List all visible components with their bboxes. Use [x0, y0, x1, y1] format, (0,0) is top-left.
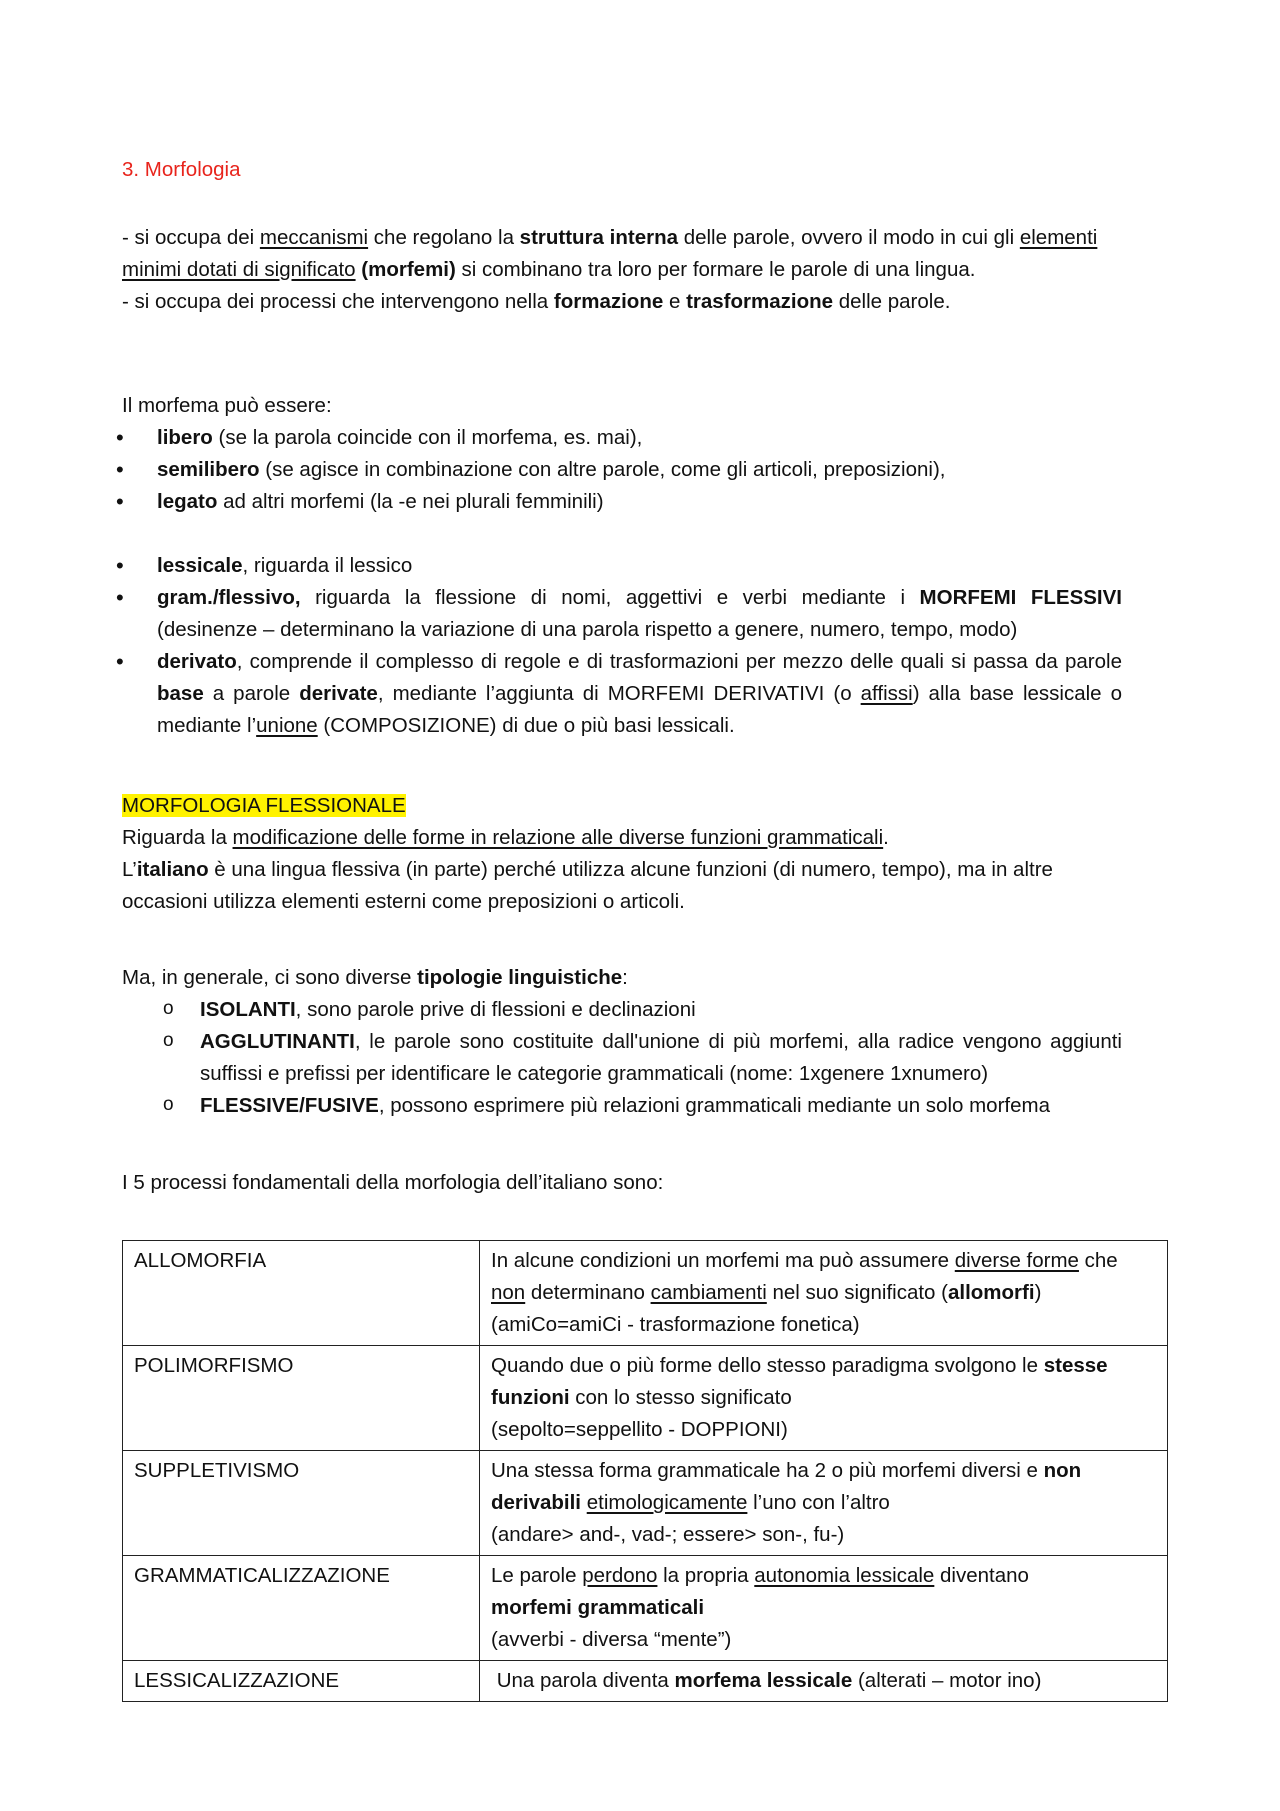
morfema-lead: Il morfema può essere: [122, 394, 332, 417]
processi-lead: I 5 processi fondamentali della morfologia dell’italiano sono: [122, 1171, 664, 1194]
process-description: Una parola diventa morfema lessicale (alterati – motor ino) [480, 1661, 1168, 1702]
processi-table [122, 1240, 1168, 1702]
list-item: o AGGLUTINANTI, le parole sono costituite dall'unione di più morfemi, alla radice vengono aggiunti suffissi e prefissi per identificare le categorie grammaticali (nome: 1xgenere 1xnumero) [122, 1026, 1122, 1090]
process-name: GRAMMATICALIZZAZIONE [123, 1556, 480, 1661]
process-description: Quando due o più forme dello stesso paradigma svolgono le stesse funzioni con lo stesso significato (sepolto=seppellito - DOPPIONI) [480, 1346, 1168, 1451]
table-row [123, 1661, 1168, 1702]
flessionale-paragraph-2: L’italiano è una lingua flessiva (in parte) perché utilizza alcune funzioni (di numero, tempo), ma in altre occasioni utilizza elementi esterni come preposizioni o articoli. [122, 858, 1053, 913]
flessionale-heading: MORFOLOGIA FLESSIONALE [122, 794, 406, 817]
intro [122, 222, 1122, 318]
list-item: • libero (se la parola coincide con il morfema, es. mai), [122, 422, 1122, 454]
list-item: • derivato, comprende il complesso di regole e di trasformazioni per mezzo delle quali si passa da parole base a parole derivate, mediante l’aggiunta di MORFEMI DERIVATIVI (o affissi) alla base lessicale o mediante l’unione (COMPOSIZIONE) di due o più basi lessicali. [122, 646, 1122, 742]
process-name: LESSICALIZZAZIONE [123, 1661, 480, 1702]
morfema-section [122, 390, 1122, 742]
flessionale-paragraph-1: Riguarda la modificazione delle forme in relazione alle diverse funzioni grammaticali. [122, 826, 889, 849]
process-description: Una stessa forma grammaticale ha 2 o più morfemi diversi e non derivabili etimologicamente l’uno con l’altro (andare> and-, vad-; essere> son-, fu-) [480, 1451, 1168, 1556]
list-item: • lessicale, riguarda il lessico [122, 550, 1122, 582]
process-name: SUPPLETIVISMO [123, 1451, 480, 1556]
table-row [123, 1556, 1168, 1661]
process-name: ALLOMORFIA [123, 1241, 480, 1346]
list-item: o ISOLANTI, sono parole prive di flessioni e declinazioni [122, 994, 1122, 1026]
morfema-kind-list [122, 550, 1122, 742]
morfema-type-list [122, 422, 1122, 518]
process-description: Le parole perdono la propria autonomia lessicale diventano morfemi grammaticali (avverbi - diversa “mente”) [480, 1556, 1168, 1661]
section-title: 3. Morfologia [122, 158, 241, 181]
tipologie-lead: Ma, in generale, ci sono diverse tipologie linguistiche: [122, 966, 628, 989]
intro-paragraph-1: - si occupa dei meccanismi che regolano la struttura interna delle parole, ovvero il modo in cui gli elementi minimi dotati di significato (morfemi) si combinano tra loro per formare le parole di una lingua. [122, 226, 1098, 281]
tipologie-section [122, 962, 1122, 1122]
process-name: POLIMORFISMO [123, 1346, 480, 1451]
table-row [123, 1241, 1168, 1346]
list-item: • gram./flessivo, riguarda la flessione di nomi, aggettivi e verbi mediante i MORFEMI FLESSIVI (desinenze – determinano la variazione di una parola rispetto a genere, numero, tempo, modo) [122, 582, 1122, 646]
list-item: • legato ad altri morfemi (la -e nei plurali femminili) [122, 486, 1122, 518]
list-item: o FLESSIVE/FUSIVE, possono esprimere più relazioni grammaticali mediante un solo morfema [122, 1090, 1122, 1122]
process-description: In alcune condizioni un morfemi ma può assumere diverse forme che non determinano cambiamenti nel suo significato (allomorfi) (amiCo=amiCi - trasformazione fonetica) [480, 1241, 1168, 1346]
flessionale-section [122, 790, 1122, 918]
intro-paragraph-2: - si occupa dei processi che intervengono nella formazione e trasformazione delle parole. [122, 290, 951, 313]
table-row [123, 1346, 1168, 1451]
list-item: • semilibero (se agisce in combinazione con altre parole, come gli articoli, preposizioni), [122, 454, 1122, 486]
table-row [123, 1451, 1168, 1556]
tipologie-list [122, 994, 1122, 1122]
